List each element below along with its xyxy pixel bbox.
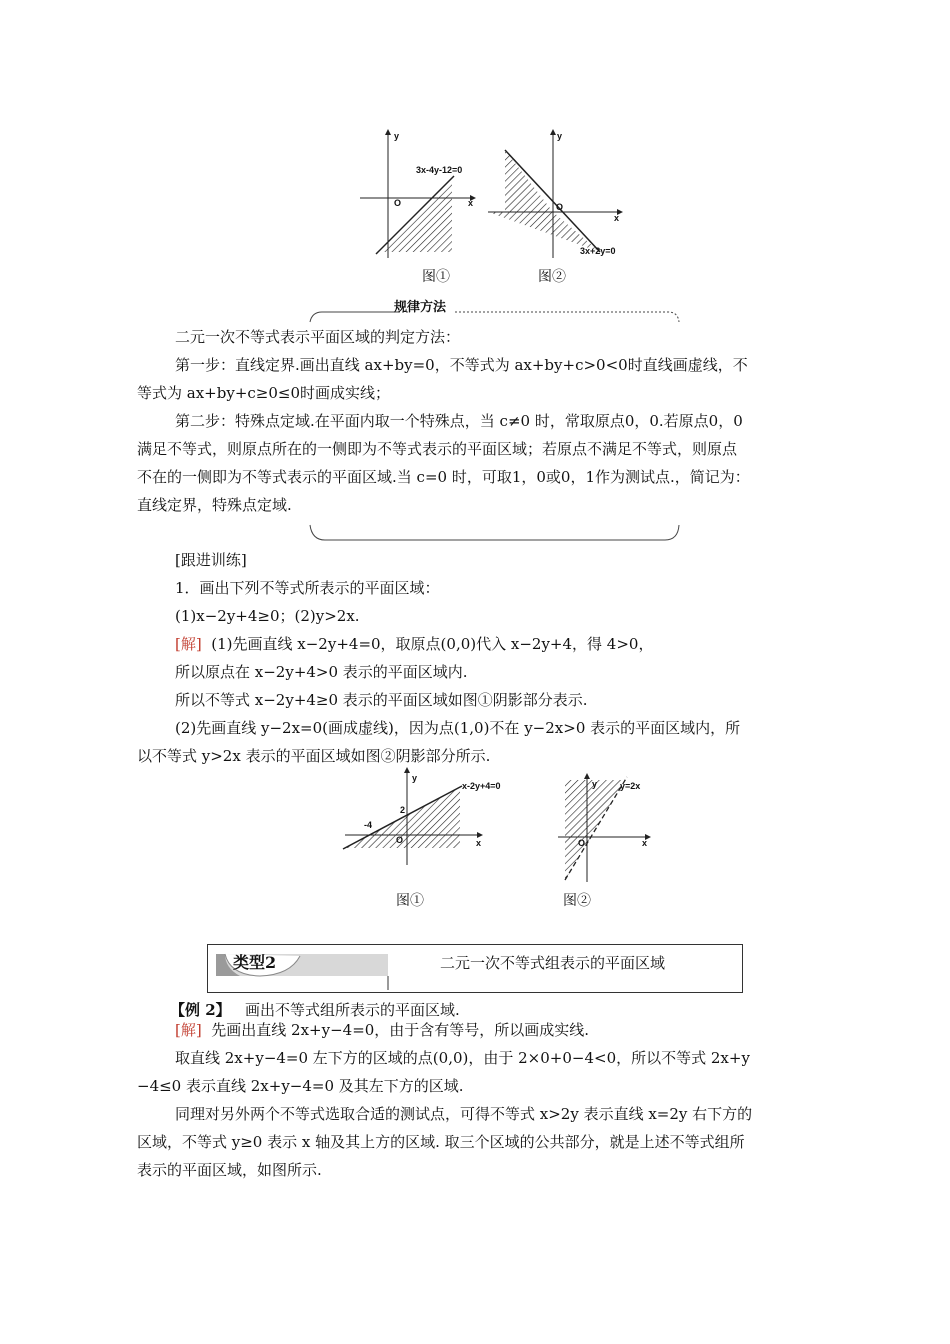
example-text: 画出不等式组所表示的平面区域. — [244, 1001, 460, 1019]
equation-label: 3x-4y-12=0 — [416, 165, 463, 175]
solution-line: (1)先画直线 x−2y+4=0，取原点(0,0)代入 x−2y+4，得 4>0， — [211, 635, 654, 653]
method-line: 满足不等式，则原点所在的一侧即为不等式表示的平面区域；若原点不满足不等式，则原点 — [137, 440, 738, 458]
x-axis-label: x — [476, 838, 482, 848]
bracket-top-right — [455, 312, 679, 322]
bracket-top-left — [310, 312, 398, 322]
figure-caption: 图① — [396, 893, 424, 909]
method-line: 二元一次不等式表示平面区域的判定方法： — [175, 328, 461, 346]
solution-line: 所以原点在 x−2y+4>0 表示的平面区域内. — [175, 663, 468, 681]
origin-label: O — [578, 838, 586, 848]
solution-line: 表示的平面区域，如图所示. — [137, 1161, 322, 1179]
equation-label: y=2x — [620, 781, 641, 791]
solution-tag: [解] — [175, 1021, 202, 1039]
origin-label: O — [396, 835, 404, 845]
y-axis-label: y — [557, 131, 563, 141]
solution-line: 取直线 2x+y−4=0 左下方的区域的点(0,0)，由于 2×0+0−4<0，所以不等式 2x+y — [175, 1049, 750, 1067]
x-tick-label: -4 — [364, 820, 373, 830]
bracket-bottom — [310, 525, 679, 540]
y-axis-label: y — [412, 773, 418, 783]
method-line: 不在的一侧即为不等式表示的平面区域.当 c=0 时，可取1，0或0，1作为测试点.，简记为： — [137, 468, 750, 486]
figure-caption: 图② — [563, 893, 591, 909]
equation-label: 3x+2y=0 — [580, 246, 616, 256]
solution-line: 区域，不等式 y≥0 表示 x 轴及其上方的区域. 取三个区域的公共部分，就是上述不等式组所 — [137, 1133, 745, 1151]
y-tick-label: 2 — [400, 805, 406, 815]
x-axis-label: x — [614, 213, 620, 223]
solution-line: 所以不等式 x−2y+4≥0 表示的平面区域如图①阴影部分表示. — [175, 691, 588, 709]
y-axis-label: y — [592, 779, 598, 789]
figure-caption: 图② — [538, 269, 566, 285]
origin-label: O — [556, 202, 564, 212]
solution-line: 同理对另外两个不等式选取合适的测试点，可得不等式 x>2y 表示直线 x=2y 右下方的 — [175, 1105, 753, 1123]
solution-tag: [解] — [175, 635, 202, 653]
practice-parts: (1)x−2y+4≥0；(2)y>2x. — [175, 607, 360, 625]
method-line: 第一步：直线定界.画出直线 ax+by=0，不等式为 ax+by+c>0<0时直线画虚线，不 — [175, 356, 748, 374]
type2-badge: 类型2 — [233, 953, 277, 972]
x-axis-label: x — [468, 198, 474, 208]
solution-line: (2)先画直线 y−2x=0(画成虚线)，因为点(1,0)不在 y−2x>0 表示的平面区域内，所 — [175, 719, 741, 737]
y-axis-label: y — [394, 131, 400, 141]
solution-line: 先画出直线 2x+y−4=0，由于含有等号，所以画成实线. — [211, 1021, 590, 1039]
equation-label: x-2y+4=0 — [462, 781, 501, 791]
method-line: 第二步：特殊点定域.在平面内取一个特殊点，当 c≠0 时，常取原点0，0.若原点0，0 — [175, 412, 743, 430]
method-line: 直线定界，特殊点定域. — [137, 496, 292, 514]
shaded-region — [488, 150, 600, 252]
solution-line: −4≤0 表示直线 2x+y−4=0 及其左下方的区域. — [137, 1077, 464, 1095]
method-title: 规律方法 — [394, 300, 447, 315]
origin-label: O — [394, 198, 402, 208]
practice-question: 1．画出下列不等式所表示的平面区域： — [175, 579, 440, 597]
top-figure-1 — [360, 130, 475, 258]
example-tag: 【例 2】 — [170, 1001, 231, 1019]
solution-line: 以不等式 y>2x 表示的平面区域如图②阴影部分所示. — [137, 747, 491, 765]
figure-caption: 图① — [422, 269, 450, 285]
method-line: 等式为 ax+by+c≥0≤0时画成实线； — [137, 384, 391, 402]
top-figure-2 — [488, 130, 622, 258]
type2-title: 二元一次不等式组表示的平面区域 — [440, 954, 666, 972]
practice-heading: [跟进训练] — [175, 551, 247, 569]
x-axis-label: x — [642, 838, 648, 848]
